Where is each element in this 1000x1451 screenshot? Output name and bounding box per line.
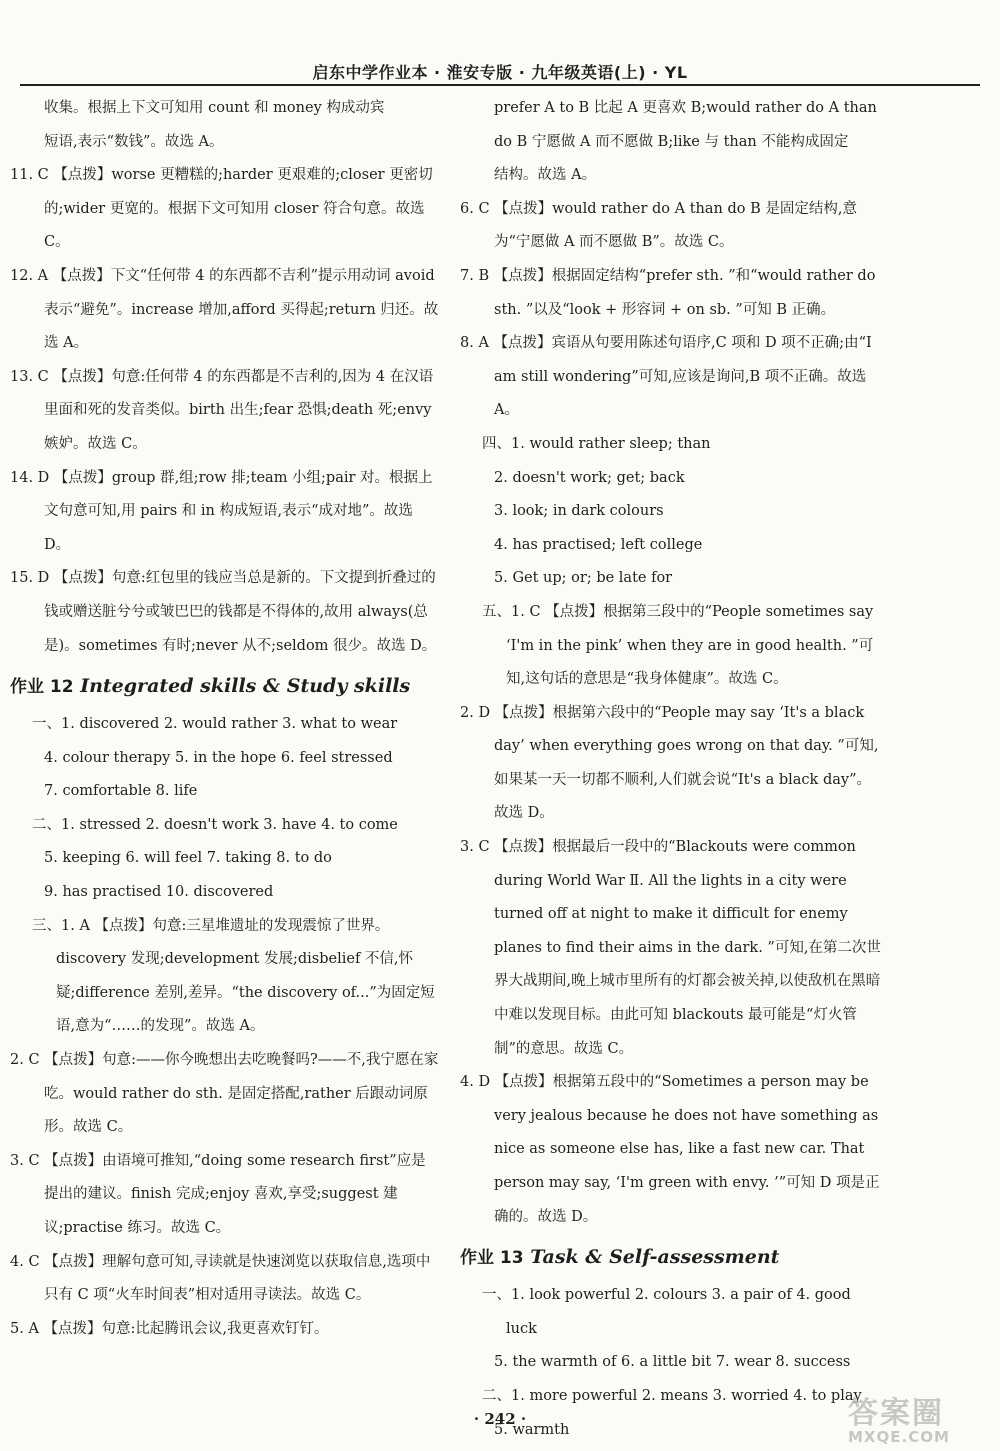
answer-paragraph: 12. A 【点拨】下文“任何带 4 的东西都不吉利”提示用动词 avoid 表示“避免”。increase 增加,afford 买得起;return 归还。故选 A。 xyxy=(10,267,439,352)
left-column xyxy=(10,92,440,1346)
answer-paragraph: 4. C 【点拨】理解句意可知,寻读就是快速浏览以获取信息,选项中只有 C 项“火车时间表”相对适用寻读法。故选 C。 xyxy=(10,1253,431,1304)
answer-paragraph: 二、1. more powerful 2. means 3. worried 4. to play xyxy=(482,1387,862,1404)
answer-paragraph: do B 宁愿做 A 而不愿做 B;like 与 than 不能构成固定 xyxy=(494,133,849,150)
answer-paragraph: 6. C 【点拨】would rather do A than do B 是固定结构,意为“宁愿做 A 而不愿做 B”。故选 C。 xyxy=(460,200,857,251)
answer-paragraph: 13. C 【点拨】句意:任何带 4 的东西都是不吉利的,因为 4 在汉语里面和死的发音类似。birth 出生;fear 恐惧;death 死;envy 嫉妒。故选 C。 xyxy=(10,368,434,452)
running-header: 启东中学作业本 · 淮安专版 · 九年级英语(上) · YL xyxy=(312,63,688,82)
answer-paragraph: 9. has practised 10. discovered xyxy=(44,884,274,901)
answer-paragraph: 3. C 【点拨】由语境可推知,“doing some research first”应是提出的建议。finish 完成;enjoy 喜欢,享受;suggest 建议;practise 练习。故选 C。 xyxy=(10,1152,426,1236)
answer-paragraph: 5. A 【点拨】句意:比起腾讯会议,我更喜欢钉钉。 xyxy=(10,1320,329,1337)
answer-paragraph: 一、1. discovered 2. would rather 3. what to wear xyxy=(32,716,398,733)
answer-paragraph: 4. has practised; left college xyxy=(494,536,703,553)
right-column xyxy=(460,92,885,1447)
page-number: · 242 · xyxy=(473,1410,527,1428)
watermark-logo xyxy=(848,1388,988,1446)
answer-paragraph: 短语,表示“数钱”。故选 A。 xyxy=(44,133,224,150)
section-heading-title: Task & Self-assessment xyxy=(530,1246,780,1269)
answer-paragraph: 4. D 【点拨】根据第五段中的“Sometimes a person may be very jealous because he does not have something as nice as someone else has, like a fast new car. That person may say, ‘I'm green with envy. ’”可知 D 项是正确的。故选 D。 xyxy=(460,1074,880,1225)
answer-paragraph: 4. colour therapy 5. in the hope 6. feel stressed xyxy=(44,749,393,766)
watermark-url: MXQE.COM xyxy=(848,1428,950,1446)
answer-paragraph: 5. warmth xyxy=(494,1421,570,1438)
section-heading-number: 作业 12 xyxy=(10,677,74,698)
answer-paragraph: 一、1. look powerful 2. colours 3. a pair of 4. good luck xyxy=(482,1287,851,1337)
answer-paragraph: 7. comfortable 8. life xyxy=(44,783,198,800)
watermark-text: 答案圈 xyxy=(848,1396,944,1431)
answer-paragraph: 3. look; in dark colours xyxy=(494,503,664,520)
answer-paragraph: 7. B 【点拨】根据固定结构“prefer sth. ”和“would rather do sth. ”以及“look + 形容词 + on sb. ”可知 B 正确。 xyxy=(460,267,876,318)
header-rule xyxy=(20,84,980,86)
answer-paragraph: 四、1. would rather sleep; than xyxy=(482,435,711,452)
answer-paragraph: 二、1. stressed 2. doesn't work 3. have 4. to come xyxy=(32,816,398,833)
answer-paragraph: 结构。故选 A。 xyxy=(494,167,597,184)
answer-paragraph: 5. the warmth of 6. a little bit 7. wear 8. success xyxy=(494,1354,851,1371)
answer-paragraph: prefer A to B 比起 A 更喜欢 B;would rather do A than xyxy=(494,100,877,116)
section-heading xyxy=(10,667,440,706)
answer-paragraph: 8. A 【点拨】宾语从句要用陈述句语序,C 项和 D 项不正确;由“I am still wondering”可知,应该是询问,B 项不正确。故选 A。 xyxy=(460,335,872,419)
section-heading-title: Integrated skills & Study skills xyxy=(80,675,411,698)
answer-paragraph: 2. C 【点拨】句意:——你今晚想出去吃晚餐吗?——不,我宁愿在家吃。would rather do sth. 是固定搭配,rather 后跟动词原形。故选 C。 xyxy=(10,1052,439,1136)
answer-paragraph: 2. doesn't work; get; back xyxy=(494,469,685,486)
answer-paragraph: 15. D 【点拨】句意:红包里的钱应当总是新的。下文提到折叠过的钱或赠送脏兮兮或皱巴巴的钱都是不得体的,故用 always(总是)。sometimes 有时;never 从不;seldom 很少。故选 D。 xyxy=(10,570,437,654)
answer-paragraph: 3. C 【点拨】根据最后一段中的“Blackouts were common during World War Ⅱ. All the lights in a city were turned off at night to make it difficult for enemy planes to find their aims in the dark. ”可知,在第二次世界大战期间,晚上城市里所有的灯都会被关掉,以使敌机在黑暗中难以发现目标。由此可知 blackouts 最可能是“灯火管制”的意思。故选 C。 xyxy=(460,839,881,1057)
answer-paragraph: 2. D 【点拨】根据第六段中的“People may say ‘It's a black day’ when everything goes wrong on that day. ”可知,如果某一天一切都不顺利,人们就会说“It's a black day”。故选 D。 xyxy=(460,704,879,822)
section-heading-number: 作业 13 xyxy=(460,1248,524,1269)
answer-paragraph: 5. keeping 6. will feel 7. taking 8. to do xyxy=(44,850,332,867)
answer-paragraph: 五、1. C 【点拨】根据第三段中的“People sometimes say ‘I'm in the pink’ when they are in good health. ”可知,这句话的意思是“我身体健康”。故选 C。 xyxy=(482,603,874,688)
section-heading xyxy=(460,1238,885,1277)
answer-paragraph: 收集。根据上下文可知用 count 和 money 构成动宾 xyxy=(44,100,385,116)
answer-paragraph: 5. Get up; or; be late for xyxy=(494,570,673,587)
answer-paragraph: 11. C 【点拨】worse 更糟糕的;harder 更艰难的;closer 更密切的;wider 更宽的。根据下文可知用 closer 符合句意。故选 C。 xyxy=(10,167,433,251)
answer-paragraph: 三、1. A 【点拨】句意:三星堆遗址的发现震惊了世界。discovery 发现;development 发展;disbelief 不信,怀疑;difference 差别,差异。“the discovery of...”为固定短语,意为“……的发现”。故选 A。 xyxy=(32,917,435,1035)
answer-paragraph: 14. D 【点拨】group 群,组;row 排;team 小组;pair 对。根据上文句意可知,用 pairs 和 in 构成短语,表示“成对地”。故选 D。 xyxy=(10,469,433,553)
